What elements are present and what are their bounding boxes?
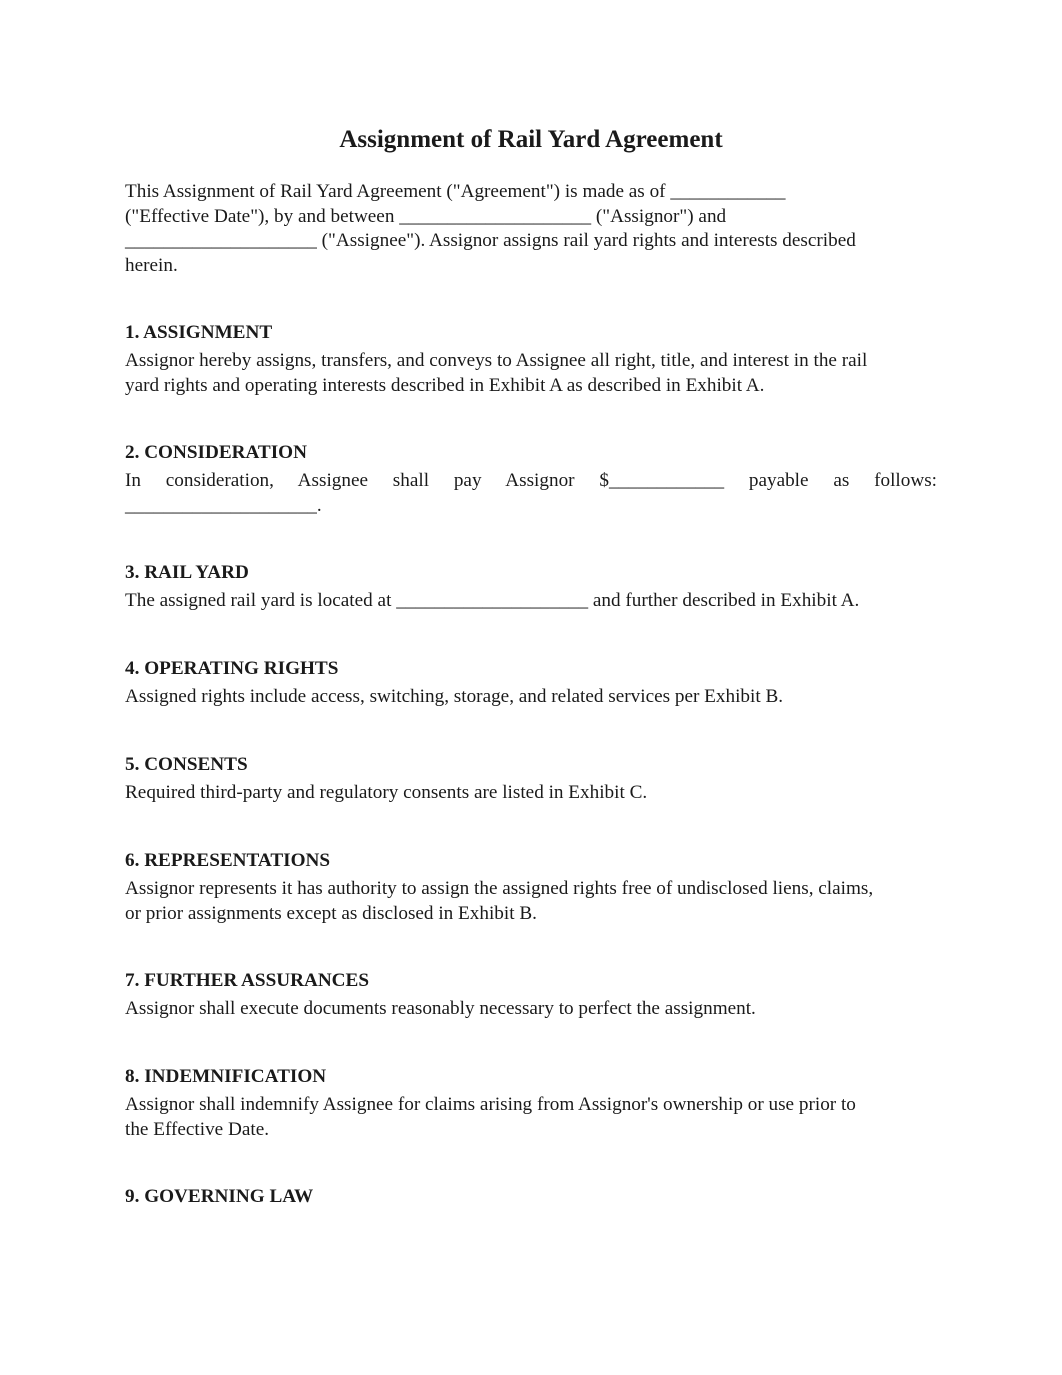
section-line: The assigned rail yard is located at ____________________ and further described in Exhibit A. (125, 590, 860, 611)
section-governing-law (125, 1185, 937, 1213)
section-line: Assignor hereby assigns, transfers, and conveys to Assignee all right, title, and interest in the rail (125, 350, 868, 371)
section-body (125, 349, 937, 398)
section-consideration (125, 441, 937, 518)
section-body (125, 685, 937, 710)
section-body (125, 1093, 937, 1142)
section-body (125, 877, 937, 926)
intro-line: ____________________ ("Assignee"). Assignor assigns rail yard rights and interests described (125, 230, 856, 251)
section-assignment (125, 321, 937, 398)
section-line: Required third-party and regulatory consents are listed in Exhibit C. (125, 782, 648, 803)
section-heading: 2. CONSIDERATION (125, 442, 307, 463)
section-operating-rights (125, 657, 937, 710)
section-body (125, 781, 937, 806)
intro-line: herein. (125, 254, 178, 276)
section-line: or prior assignments except as disclosed in Exhibit B. (125, 902, 537, 924)
section-consents (125, 753, 937, 806)
section-heading: 5. CONSENTS (125, 754, 248, 775)
section-line: the Effective Date. (125, 1118, 270, 1140)
intro-paragraph (125, 180, 940, 278)
section-heading: 1. ASSIGNMENT (125, 322, 273, 343)
section-body (125, 469, 937, 518)
section-heading: 3. RAIL YARD (125, 562, 249, 583)
section-representations (125, 849, 937, 926)
section-line: Assignor shall execute documents reasonably necessary to perfect the assignment. (125, 998, 756, 1019)
section-further-assurances (125, 969, 937, 1022)
section-heading: 7. FURTHER ASSURANCES (125, 970, 370, 991)
section-line: Assignor represents it has authority to assign the assigned rights free of undisclosed liens, claims, (125, 878, 874, 899)
section-rail-yard (125, 561, 937, 614)
section-line: ____________________. (125, 494, 322, 516)
section-heading: 8. INDEMNIFICATION (125, 1066, 327, 1087)
section-line: yard rights and operating interests described in Exhibit A as described in Exhibit A. (125, 374, 765, 396)
section-line: Assignor shall indemnify Assignee for claims arising from Assignor's ownership or use prior to (125, 1094, 856, 1115)
section-line: In consideration, Assignee shall pay Assignor $____________ payable as follows: (125, 470, 937, 491)
intro-line: This Assignment of Rail Yard Agreement ("Agreement") is made as of ____________ (125, 181, 786, 202)
document-title: Assignment of Rail Yard Agreement (339, 126, 723, 153)
section-body (125, 997, 937, 1022)
section-heading: 6. REPRESENTATIONS (125, 850, 331, 871)
section-indemnification (125, 1065, 937, 1142)
section-body (125, 589, 937, 614)
intro-line: ("Effective Date"), by and between ____________________ ("Assignor") and (125, 205, 727, 227)
section-heading: 4. OPERATING RIGHTS (125, 658, 339, 679)
section-line: Assigned rights include access, switching, storage, and related services per Exhibit B. (125, 686, 784, 707)
section-heading: 9. GOVERNING LAW (125, 1186, 314, 1207)
